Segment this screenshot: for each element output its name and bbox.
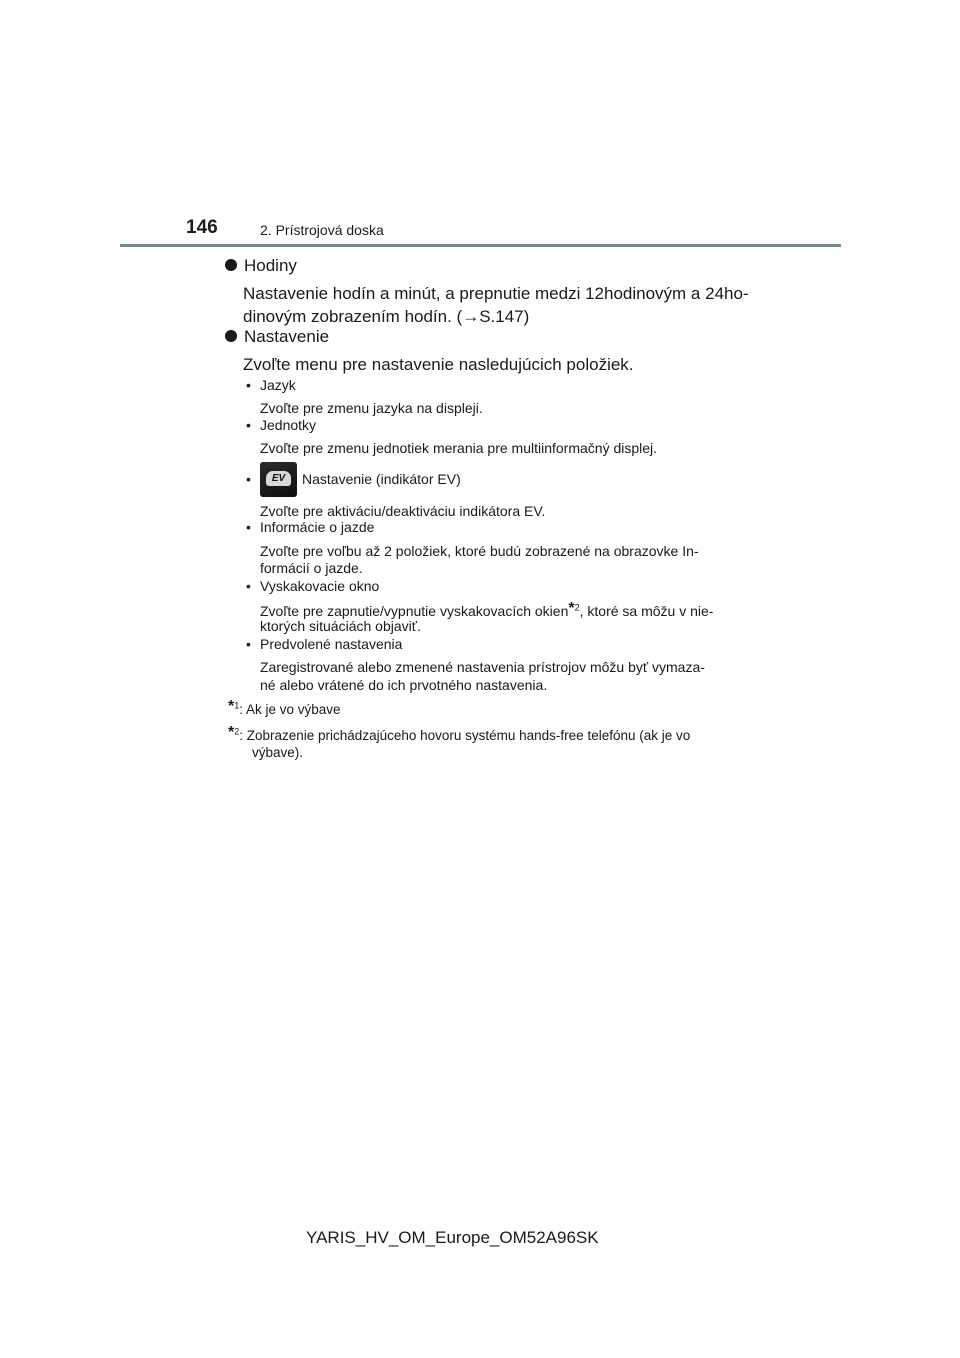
bullet-marker: • bbox=[246, 519, 251, 535]
item-desc-drive-info-line2: formácií o jazde. bbox=[260, 560, 363, 576]
item-desc-defaults-line2: né alebo vrátené do ich prvotného nastavenia. bbox=[260, 677, 548, 693]
item-label-drive-info: Informácie o jazde bbox=[260, 519, 375, 535]
filled-circle-bullet-icon bbox=[225, 330, 237, 342]
footnote-2-text: : Zobrazenie prichádzajúceho hovoru systému hands-free telefónu (ak je vo bbox=[239, 728, 691, 743]
ev-icon-label: EV bbox=[266, 471, 291, 486]
footnote-2-number: 2 bbox=[234, 726, 240, 737]
item-desc-defaults-line1: Zaregistrované alebo zmenené nastavenia prístrojov môžu byť vymaza- bbox=[260, 659, 705, 675]
bullet-marker: • bbox=[246, 377, 251, 393]
page-number: 146 bbox=[186, 217, 218, 238]
settings-heading-text: Nastavenie bbox=[244, 327, 330, 346]
section-title: 2. Prístrojová doska bbox=[260, 222, 384, 238]
clock-desc-line1: Nastavenie hodín a minút, a prepnutie medzi 12hodinovým a 24ho- bbox=[243, 284, 749, 303]
bullet-marker: • bbox=[246, 578, 251, 594]
footnote-star: * bbox=[228, 698, 235, 715]
ev-indicator-icon bbox=[260, 462, 297, 497]
popup-desc-part-a: Zvoľte pre zapnutie/vypnutie vyskakovacích okien bbox=[260, 603, 569, 619]
clock-heading-text: Hodiny bbox=[244, 256, 297, 275]
item-desc-ev: Zvoľte pre aktiváciu/deaktiváciu indikátora EV. bbox=[260, 503, 546, 519]
footnote-2 bbox=[228, 724, 690, 743]
item-desc-jazyk: Zvoľte pre zmenu jazyka na displeji. bbox=[260, 400, 483, 416]
item-desc-jednotky: Zvoľte pre zmenu jednotiek merania pre multiinformačný displej. bbox=[260, 440, 658, 456]
popup-desc-part-b: , ktoré sa môžu v nie- bbox=[579, 603, 714, 619]
footnote-1-text: : Ak je vo výbave bbox=[239, 702, 341, 717]
item-label-ev: Nastavenie (indikátor EV) bbox=[302, 471, 461, 487]
footnote-star: * bbox=[568, 600, 575, 617]
clock-heading bbox=[225, 256, 297, 276]
footnote-1 bbox=[228, 698, 341, 717]
bullet-marker: • bbox=[246, 636, 251, 652]
item-desc-drive-info-line1: Zvoľte pre voľbu až 2 položiek, ktoré budú zobrazené na obrazovke In- bbox=[260, 543, 699, 559]
footnote-2-continuation: výbave). bbox=[252, 745, 304, 760]
filled-circle-bullet-icon bbox=[225, 259, 237, 271]
settings-heading bbox=[225, 327, 329, 347]
settings-intro: Zvoľte menu pre nastavenie nasledujúcich položiek. bbox=[243, 355, 634, 374]
item-desc-popup-line1 bbox=[260, 600, 713, 619]
popup-desc-footnote-ref: 2 bbox=[574, 602, 580, 613]
document-id-footer: YARIS_HV_OM_Europe_OM52A96SK bbox=[306, 1228, 599, 1247]
header-rule bbox=[120, 244, 841, 247]
item-label-defaults: Predvolené nastavenia bbox=[260, 636, 403, 652]
item-desc-popup-line2: ktorých situáciách objaviť. bbox=[260, 618, 421, 634]
footnote-star: * bbox=[228, 724, 235, 741]
item-label-jednotky: Jednotky bbox=[260, 417, 317, 433]
bullet-marker: • bbox=[246, 417, 251, 433]
item-label-jazyk: Jazyk bbox=[260, 377, 296, 393]
bullet-marker: • bbox=[246, 471, 251, 487]
item-label-popup: Vyskakovacie okno bbox=[260, 578, 380, 594]
footnote-1-number: 1 bbox=[234, 700, 240, 711]
clock-desc-line2: dinovým zobrazením hodín. (→S.147) bbox=[243, 307, 530, 326]
